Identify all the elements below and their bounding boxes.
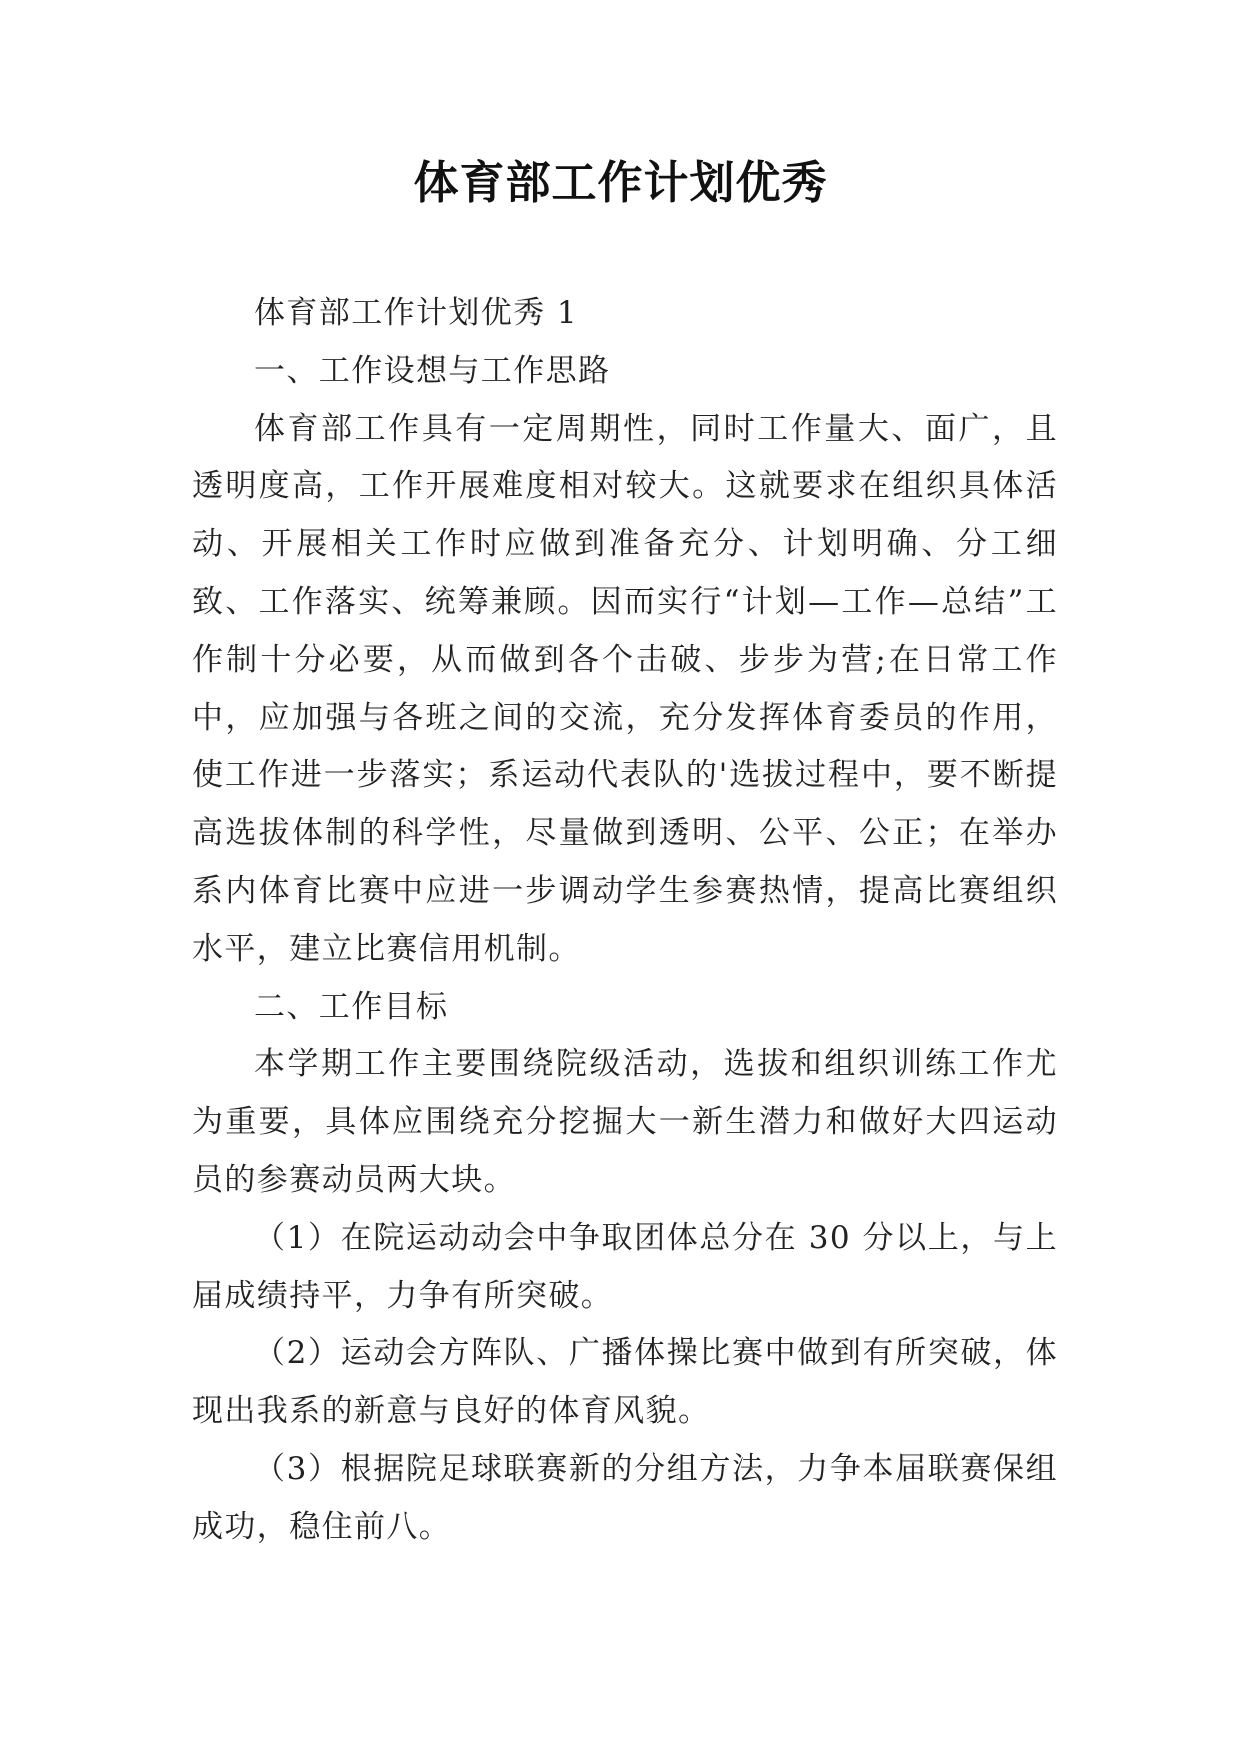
- heading-work-ideas: 一、工作设想与工作思路: [254, 352, 611, 389]
- goal-item-1: （1）在院运动动会中争取团体总分在 30 分以上，与上届成绩持平，力争有所突破。: [192, 1219, 1058, 1314]
- goal-item-3: （3）根据院足球联赛新的分组方法，力争本届联赛保组成功，稳住前八。: [192, 1450, 1058, 1545]
- document-body: [192, 285, 1058, 1557]
- goal-item-2: （2）运动会方阵队、广播体操比赛中做到有所突破，体现出我系的新意与良好的体育风貌。: [192, 1335, 1058, 1430]
- heading-work-goals: 二、工作目标: [254, 988, 449, 1025]
- document-title: 体育部工作计划优秀: [413, 156, 828, 209]
- paragraph-work-ideas: 体育部工作具有一定周期性，同时工作量大、面广，且透明度高，工作开展难度相对较大。这就要求在组织具体活动、开展相关工作时应做到准备充分、计划明确、分工细致、工作落实、统筹兼顾。因而实行“计划—工作—总结”工作制十分必要，从而做到各个击破、步步为营;在日常工作中，应加强与各班之间的交流，充分发挥体育委员的作用，使工作进一步落实；系运动代表队的'选拔过程中，要不断提高选拔体制的科学性，尽量做到透明、公平、公正；在举办系内体育比赛中应进一步调动学生参赛热情，提高比赛组织水平，建立比赛信用机制。: [192, 410, 1058, 967]
- paragraph-work-goals: 本学期工作主要围绕院级活动，选拔和组织训练工作尤为重要，具体应围绕充分挖掘大一新生潜力和做好大四运动员的参赛动员两大块。: [192, 1046, 1058, 1198]
- section-subtitle: 体育部工作计划优秀 1: [254, 295, 578, 331]
